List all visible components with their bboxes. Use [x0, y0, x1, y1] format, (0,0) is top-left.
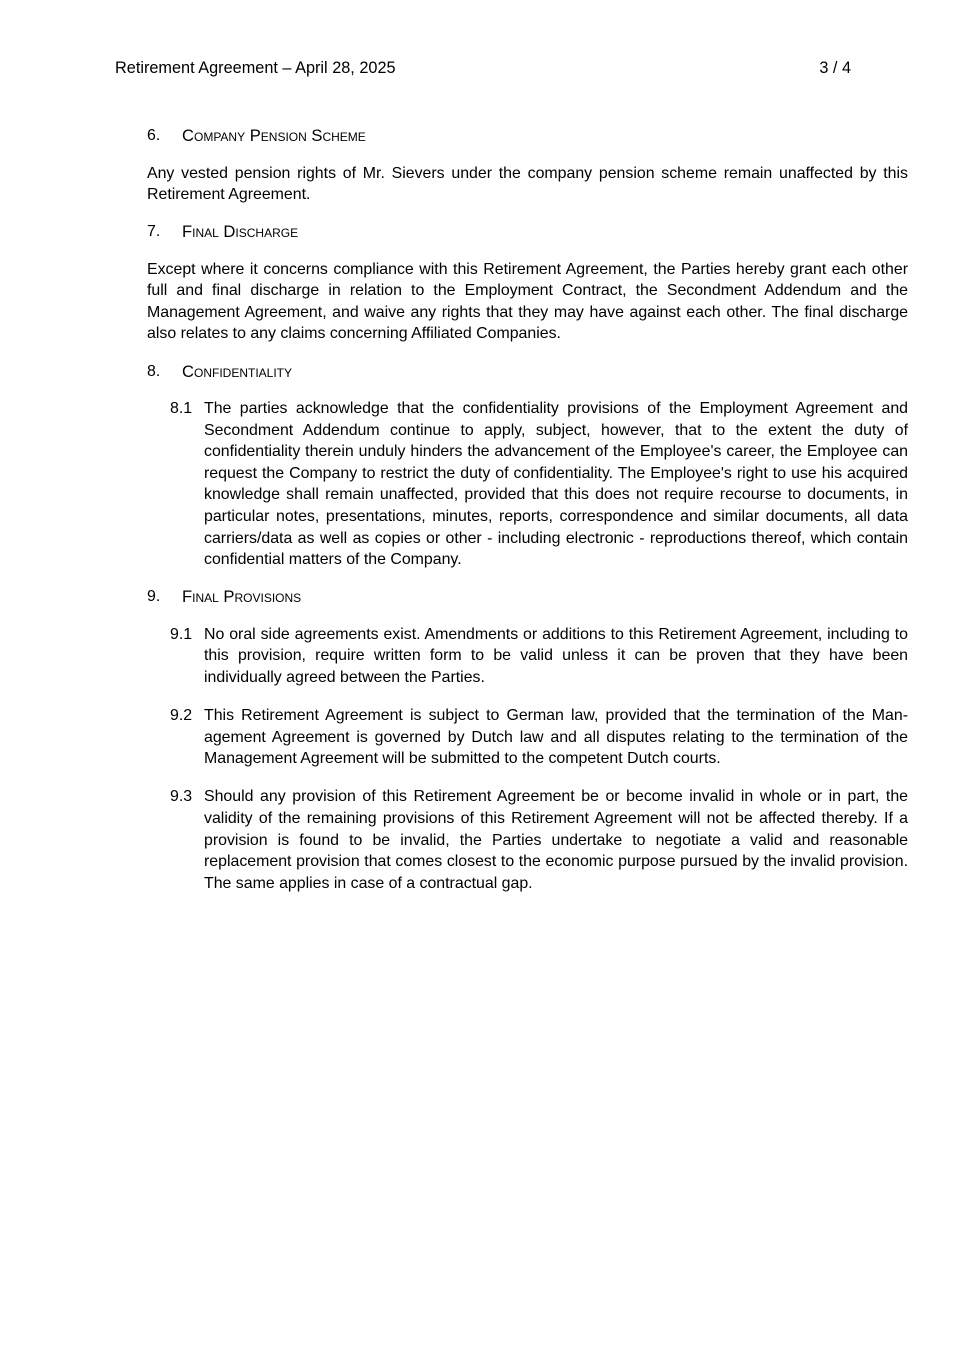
section-paragraph-6: Any vested pension rights of Mr. Sievers under the company pension scheme remain unaffected by this Retirement Agreement.: [147, 164, 908, 204]
clause-text: The parties acknowledge that the confidentiality provisions of the Employment Agreement and Secondment Addendum continue to apply, subject, however, that to the extent the duty of confidentiality therein unduly hinders the advancement of the Employee's career, the Employee can request the Company to restrict the duty of confidentiality. The Employee's right to use his acquired knowledge shall remain unaffected, provided that this does not require recourse to documents, in particular notes, presentations, minutes, reports, correspondence and similar documents, all data carriers/data as well as copies or other - including electronic - reproductions thereof, which contain confidential matters of the Company.: [204, 400, 908, 569]
clause-9-1: [170, 624, 908, 689]
section-heading-6: [147, 126, 908, 146]
section-paragraph-7: Except where it concerns compliance with this Retirement Agreement, the Parties hereby grant each other full and final discharge in relation to the Employment Contract, the Secondment Addendum and the Management Agreement, and waive any rights that they may have against each other. The final discharge also relates to any claims concerning Affiliated Companies.: [147, 260, 908, 343]
document-body: [147, 126, 908, 911]
section-heading-7: [147, 222, 908, 242]
section-heading-9: [147, 587, 908, 607]
page-header: [115, 58, 851, 78]
section-heading-8: [147, 362, 908, 382]
clause-text: Should any provision of this Retirement Agreement be or become invalid in whole or in part, the validity of the remaining provisions of this Retirement Agreement will not be affected thereby. If a provision is found to be invalid, the Parties undertake to negotiate a valid and reasonable replacement provision that comes closest to the economic purpose pursued by the invalid provision. The same applies in case of a contractual gap.: [204, 788, 908, 892]
section-number: 8.: [147, 362, 161, 380]
clause-number: 9.3: [170, 788, 193, 806]
section-title: Company Pension Scheme: [182, 126, 366, 145]
page-number: 3 / 4: [819, 59, 851, 77]
clause-9-2: [170, 705, 908, 770]
section-number: 9.: [147, 588, 161, 606]
section-title: Confidentiality: [182, 361, 292, 381]
clause-text: This Retirement Agreement is subject to German law, provided that the termination of the Management Agreement is governed by Dutch law and all disputes relating to the termination of the Management Agreement will be submitted to the competent Dutch courts.: [204, 707, 908, 768]
clause-text: No oral side agreements exist. Amendments or additions to this Retirement Agreement, including to this provision, require written form to be valid unless it can be proven that they have been individually agreed between the Parties.: [204, 625, 908, 686]
clause-number: 8.1: [170, 400, 193, 418]
clause-9-3: [170, 786, 908, 894]
document-title: Retirement Agreement – April 28, 2025: [115, 59, 396, 77]
section-title: Final Provisions: [182, 587, 302, 607]
section-number: 6.: [147, 127, 161, 144]
clause-8-1: [170, 398, 908, 571]
clause-number: 9.1: [170, 625, 193, 643]
section-number: 7.: [147, 223, 161, 241]
section-title: Final Discharge: [182, 222, 299, 242]
clause-number: 9.2: [170, 707, 193, 725]
